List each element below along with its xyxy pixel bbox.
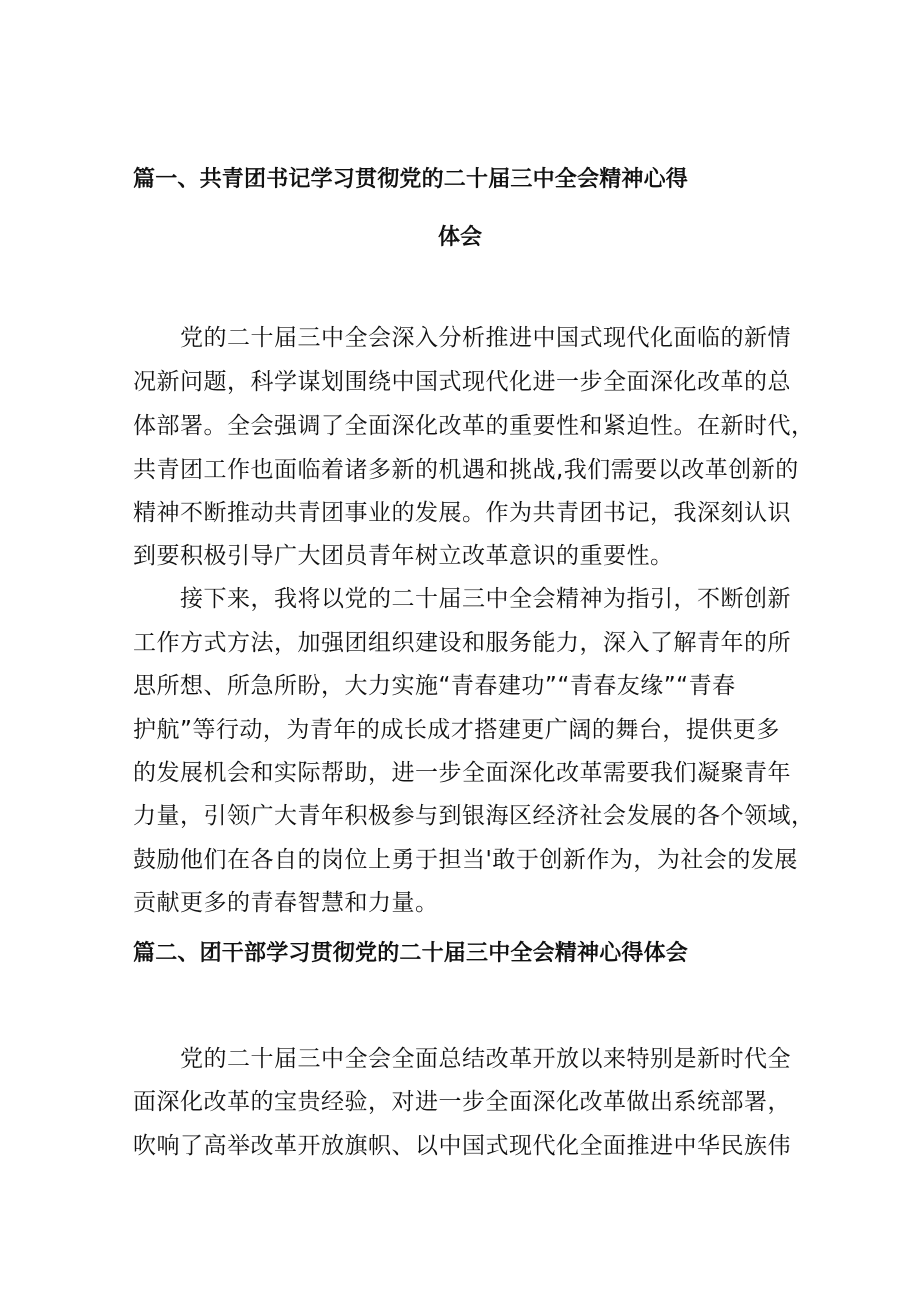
section1-p1-line5: 精神不断推动共青团事业的发展。作为共青团书记，我深刻认识 xyxy=(133,500,791,526)
section1-title-line2: 体会 xyxy=(437,225,482,250)
section1-title-line1: 篇一、共青团书记学习贯彻党的二十届三中全会精神心得 xyxy=(133,167,689,192)
section2-title: 篇二、团干部学习贯彻党的二十届三中全会精神心得体会 xyxy=(133,941,689,966)
section2-p1-line3: 吹响了高举改革开放旗帜、以中国式现代化全面推进中华民族伟 xyxy=(133,1133,791,1159)
section1-p2-line4: 护航”等行动，为青年的成长成才搭建更广阔的舞台，提供更多 xyxy=(133,717,780,743)
section1-p1-line4: 共青团工作也面临着诸多新的机遇和挑战,我们需要以改革创新的 xyxy=(133,457,799,483)
section1-p1-line3: 体部署。全会强调了全面深化改革的重要性和紧迫性。在新时代， xyxy=(133,413,815,439)
section1-p1-line2: 况新问题，科学谋划围绕中国式现代化进一步全面深化改革的总 xyxy=(133,369,791,395)
section1-p1-line1: 党的二十届三中全会深入分析推进中国式现代化面临的新情 xyxy=(180,325,791,351)
section1-p2-line6: 力量，引领广大青年积极参与到银海区经济社会发展的各个领域， xyxy=(133,803,815,829)
section1-p2-line2: 工作方式方法，加强团组织建设和服务能力，深入了解青年的所 xyxy=(133,630,791,656)
section1-p2-line3: 思所想、所急所盼，大力实施“青春建功”“青春友缘”“青春 xyxy=(133,673,736,699)
section2-p1-line1: 党的二十届三中全会全面总结改革开放以来特别是新时代全 xyxy=(180,1046,791,1072)
section1-p2-line8: 贡献更多的青春智慧和力量。 xyxy=(133,890,439,916)
section1-p1-line6: 到要积极引导广大团员青年树立改革意识的重要性。 xyxy=(133,543,674,569)
section1-p2-line5: 的发展机会和实际帮助，进一步全面深化改革需要我们凝聚青年 xyxy=(133,760,791,786)
section1-p2-line1: 接下来，我将以党的二十届三中全会精神为指引，不断创新 xyxy=(180,586,791,612)
section1-p2-line7: 鼓励他们在各自的岗位上勇于担当'敢于创新作为，为社会的发展 xyxy=(133,847,798,873)
section2-p1-line2: 面深化改革的宝贵经验，对进一步全面深化改革做出系统部署， xyxy=(133,1089,791,1115)
